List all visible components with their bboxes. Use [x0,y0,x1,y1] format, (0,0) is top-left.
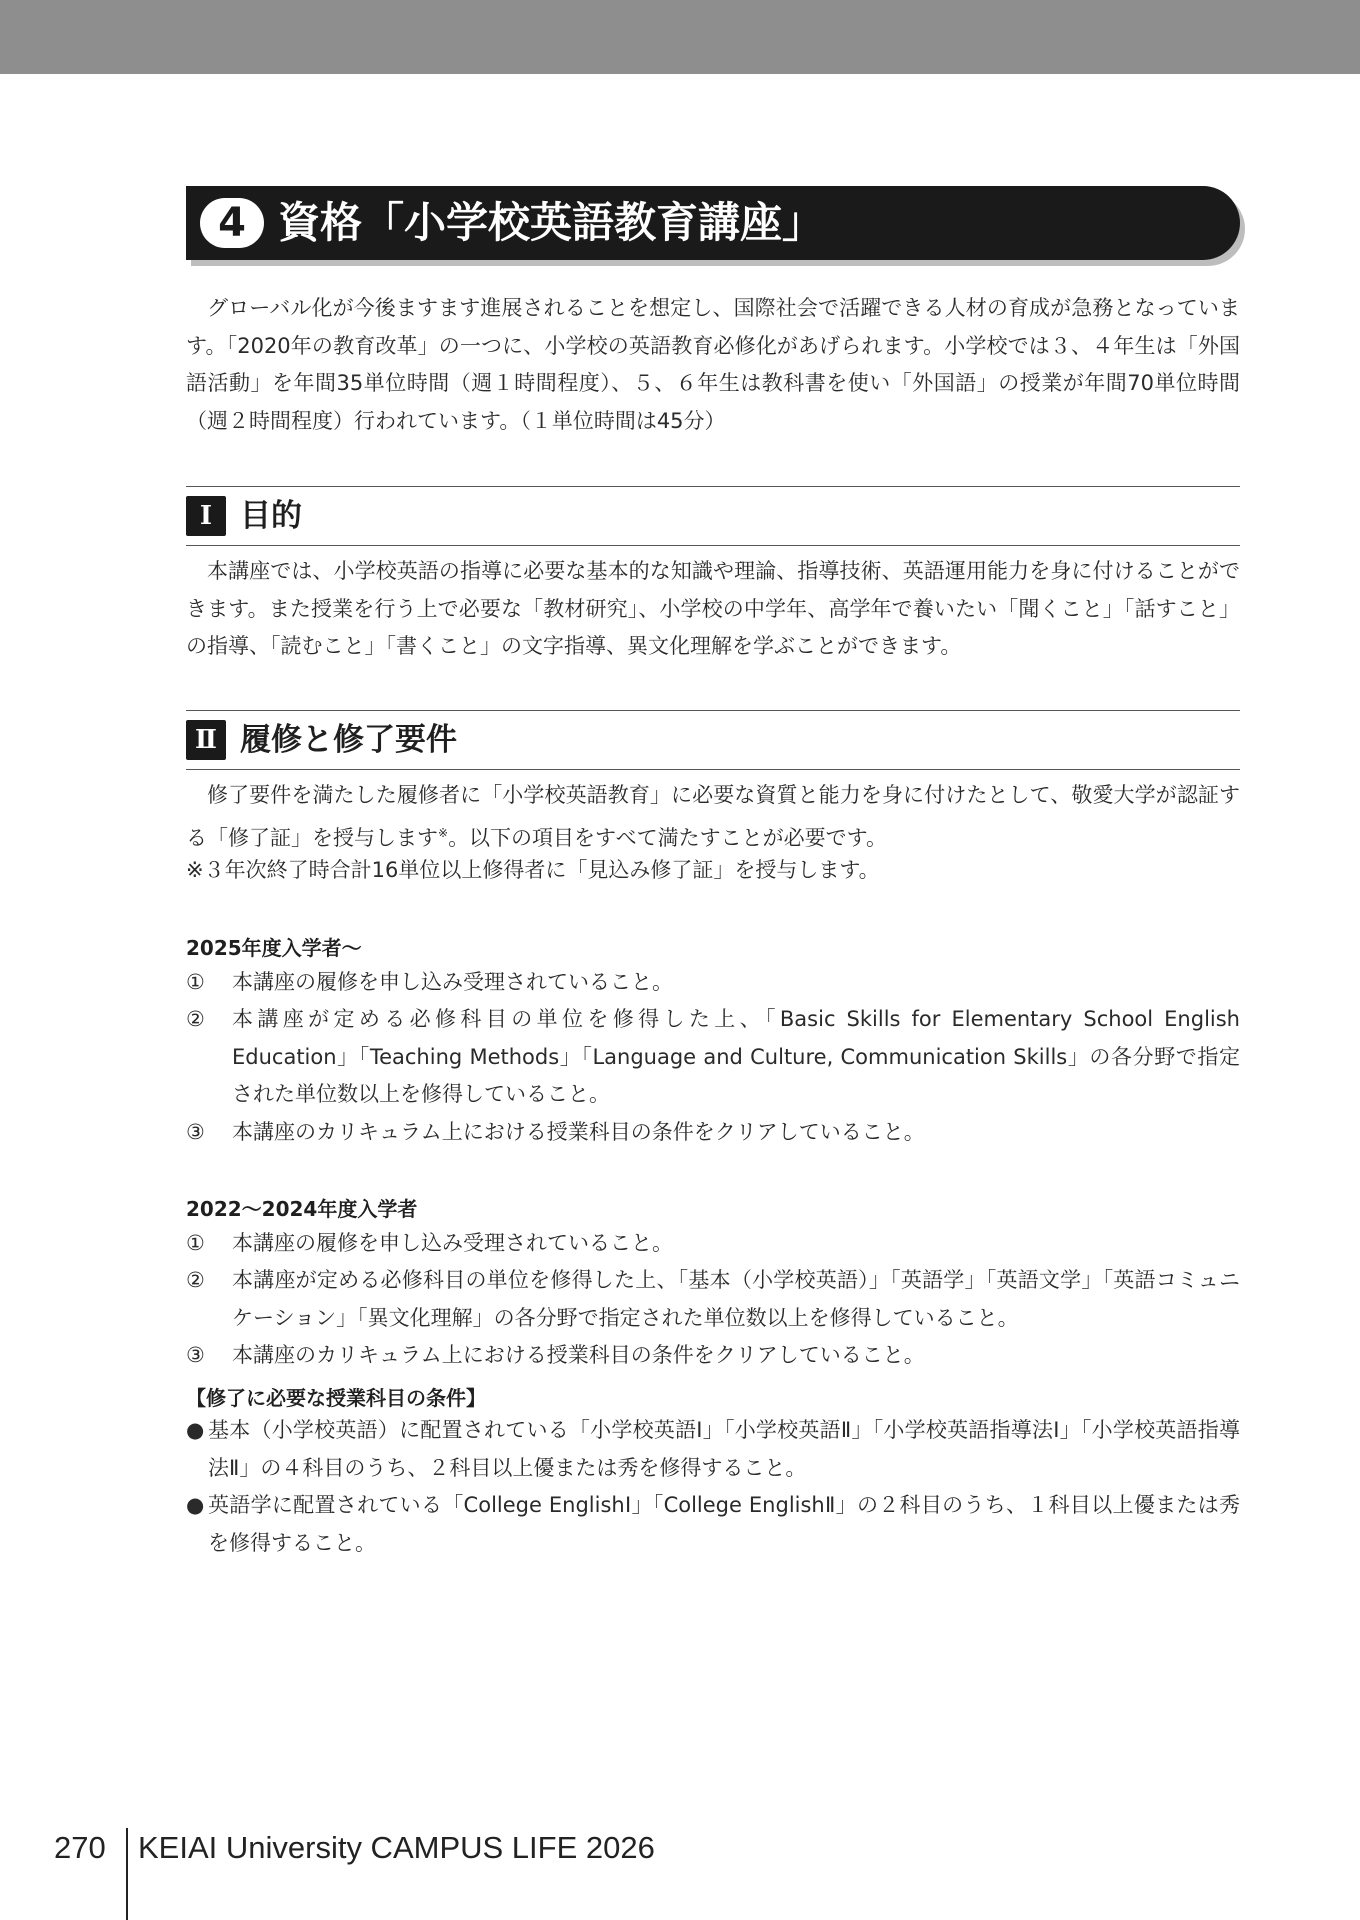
list-text: 本講座が定める必修科目の単位を修得した上、「基本（小学校英語）」「英語学」「英語文学」「英語コミュニケーション」「異文化理解」の各分野で指定された単位数以上を修得していること。 [232,1268,1240,1330]
list-marker: ③ [186,1120,205,1144]
list-text: 本講座が定める必修科目の単位を修得した上、「Basic Skills for Elementary School English Education」「Teaching Methods」「Language and Culture, Communication Skills」の各分野で指定された単位数以上を修得していること。 [232,1007,1240,1106]
footer-divider [126,1828,128,1920]
list-item [186,1262,1240,1337]
requirements-text-end: 。以下の項目をすべて満たすことが必要です。 [448,825,887,850]
requirements-note: ※３年次終了時合計16単位以上修得者に「見込み修了証」を授与します。 [186,858,880,882]
list-item [186,1225,1240,1263]
purpose-paragraph: 本講座では、小学校英語の指導に必要な基本的な知識や理論、指導技術、英語運用能力を身に付けることができます。また授業を行う上で必要な「教材研究」、小学校の中学年、高学年で養いたい「聞くこと」「話すこと」の指導、「読むこと」「書くこと」の文字指導、異文化理解を学ぶことができます。 [186,559,1240,658]
list-marker: ③ [186,1343,205,1367]
footnote-mark: ※ [438,825,449,840]
condition-bullet [186,1412,1240,1487]
section-number: Ⅱ [186,720,226,760]
list-text: 本講座のカリキュラム上における授業科目の条件をクリアしていること。 [232,1343,925,1367]
intro-paragraph: グローバル化が今後ますます進展されることを想定し、国際社会で活躍できる人材の育成が急務となっています。「2020年の教育改革」の一つに、小学校の英語教育必修化があげられます。小学校では３、４年生は「外国語活動」を年間35単位時間（週１時間程度）、５、６年生は教科書を使い「外国語」の授業が年間70単位時間（週２時間程度）行われています。（１単位時間は45分） [186,296,1240,433]
bullet-icon: ● [186,1493,205,1517]
section-number: Ⅰ [186,496,226,536]
chapter-heading [186,186,1240,260]
group-heading-2022: 2022～2024年度入学者 [186,1197,418,1221]
bullet-text: 英語学に配置されている「College EnglishⅠ」「College EnglishⅡ」の２科目のうち、１科目以上優または秀を修得すること。 [208,1493,1240,1555]
condition-bullet [186,1487,1240,1562]
page-number: 270 [54,1830,106,1865]
list-item [186,964,1240,1002]
group-heading-2025: 2025年度入学者～ [186,936,362,960]
requirements-text: 修了要件を満たした履修者に「小学校英語教育」に必要な資質と能力を身に付けたとして、敬愛大学が認証する「修了証」を授与します [186,783,1240,850]
list-text: 本講座の履修を申し込み受理されていること。 [232,1231,673,1255]
section-heading-purpose [186,486,1240,546]
chapter-title: 資格「小学校英語教育講座」 [278,198,825,247]
section-title: 目的 [240,498,302,534]
conditions-heading: 【修了に必要な授業科目の条件】 [186,1386,486,1410]
list-item [186,1001,1240,1114]
list-marker: ② [186,1007,205,1031]
section-title: 履修と修了要件 [240,722,457,758]
bullet-text: 基本（小学校英語）に配置されている「小学校英語Ⅰ」「小学校英語Ⅱ」「小学校英語指導法Ⅰ」「小学校英語指導法Ⅱ」の４科目のうち、２科目以上優または秀を修得すること。 [208,1418,1240,1480]
list-marker: ① [186,1231,205,1255]
list-marker: ② [186,1268,205,1292]
list-item [186,1337,1240,1375]
list-text: 本講座のカリキュラム上における授業科目の条件をクリアしていること。 [232,1120,925,1144]
list-marker: ① [186,970,205,994]
publication-title: KEIAI University CAMPUS LIFE 2026 [138,1830,655,1865]
section-heading-requirements [186,710,1240,770]
chapter-number: 4 [200,198,264,248]
list-item [186,1114,1240,1152]
list-text: 本講座の履修を申し込み受理されていること。 [232,970,673,994]
bullet-icon: ● [186,1418,205,1442]
requirements-paragraph [186,777,1240,857]
top-band [0,0,1360,74]
